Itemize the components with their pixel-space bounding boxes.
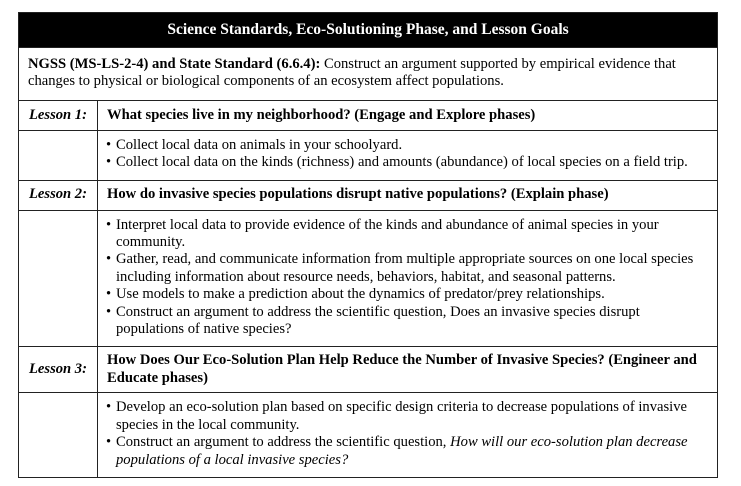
bullet-icon: • [106,251,112,268]
list-item [106,154,705,171]
lesson-3-spacer [19,393,98,478]
bullet-italic-text: How will our eco-solution plan decrease populations of a local invasive species? [116,434,688,468]
bullet-text: Interpret local data to provide evidence of the kinds and abundance of animal species in your community. [116,216,659,251]
ngss-row [19,48,718,101]
standards-table [18,12,718,478]
bullet-icon: • [106,216,112,233]
bullet-icon: • [106,286,112,303]
bullet-text: Construct an argument to address the scientific question, Does an invasive species disrupt populations of native species? [116,303,640,338]
bullet-icon: • [106,434,112,451]
lesson-2-question: How do invasive species populations disrupt native populations? (Explain phase) [98,180,718,210]
lesson-1-spacer [19,130,98,180]
lesson-3-question: How Does Our Eco-Solution Plan Help Reduce the Number of Invasive Species? (Engineer and Educate phases) [98,347,718,393]
lesson-3-bullet-list [106,399,705,469]
bullet-icon: • [106,399,112,416]
bullet-text: Gather, read, and communicate information from multiple appropriate sources on one local species including information about resource needs, behaviors, habitat, and seasonal patterns. [116,251,694,285]
lesson-1-goals-row [19,130,718,180]
lesson-1-header-row [19,100,718,130]
ngss-text: Construct an argument supported by empirical evidence that changes to physical or biological components of an ecosystem affect populations. [28,56,676,90]
list-item [106,304,705,339]
list-item [106,286,705,303]
list-item [106,399,705,434]
list-item [106,251,705,286]
list-item [106,434,705,469]
bullet-text: Use models to make a prediction about the dynamics of predator/prey relationships. [116,286,605,303]
lesson-1-label: Lesson 1: [19,100,98,130]
lesson-3-header-row [19,347,718,393]
bullet-text: Construct an argument to address the scientific question, [116,434,451,451]
lesson-2-goals [98,210,718,347]
lesson-2-goals-row [19,210,718,347]
title-row [19,13,718,48]
lesson-1-goals [98,130,718,180]
lesson-1-question: What species live in my neighborhood? (Engage and Explore phases) [98,100,718,130]
bullet-text: Collect local data on the kinds (richness) and amounts (abundance) of local species on a field trip. [116,154,688,171]
lesson-1-bullet-list [106,137,705,172]
lesson-3-label: Lesson 3: [19,347,98,393]
list-item [106,137,705,154]
ngss-standard [19,48,718,101]
bullet-text: Collect local data on animals in your schoolyard. [116,136,403,153]
bullet-text: Develop an eco-solution plan based on specific design criteria to decrease populations of invasive species in the local community. [116,399,687,433]
lesson-3-goals-row [19,393,718,478]
lesson-3-goals [98,393,718,478]
bullet-icon: • [106,136,112,153]
lesson-2-bullet-list [106,217,705,339]
bullet-icon: • [106,303,112,320]
ngss-label: NGSS (MS-LS-2-4) and State Standard (6.6.4): [28,56,321,72]
lesson-2-label: Lesson 2: [19,180,98,210]
lesson-2-header-row [19,180,718,210]
list-item [106,217,705,252]
table-title: Science Standards, Eco-Solutioning Phase, and Lesson Goals [19,13,718,48]
bullet-icon: • [106,154,112,171]
lesson-2-spacer [19,210,98,347]
